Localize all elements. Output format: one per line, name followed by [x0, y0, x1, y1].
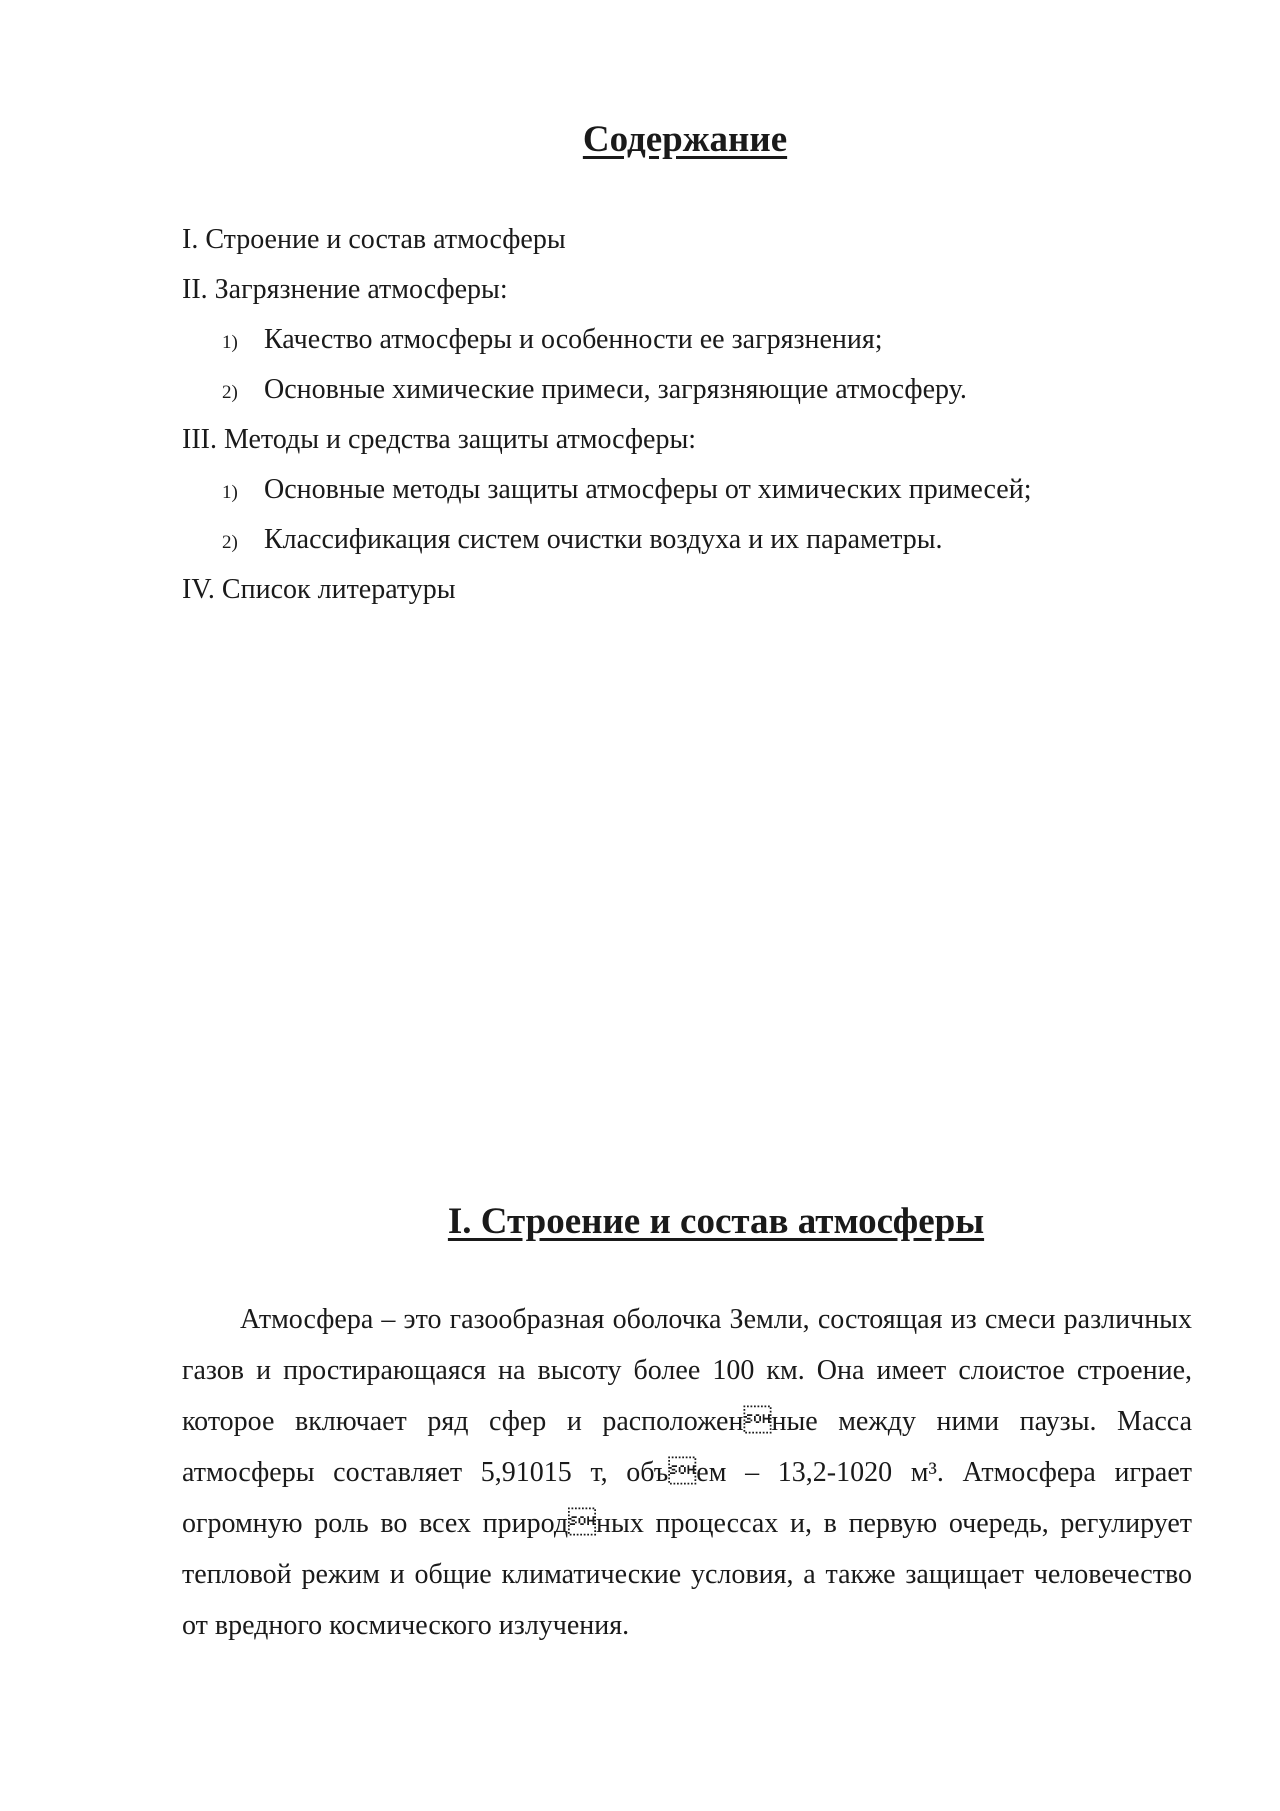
toc-subitem-text: Основные химические примеси, загрязняющие атмосферу. [264, 374, 967, 405]
toc-subitem-number: 1) [222, 482, 238, 503]
section-paragraph: Атмосфера – это газообразная оболочка Земли, состоящая из смеси различных газов и простирающаяся на высоту более 100 км. Она имеет слоистое строение, которое включает ряд сфер и расположенные между ними паузы. Масса атмосферы составляет 5,91015 т, объем – 13,2-1020 м³. Атмосфера играет огромную роль во всех природных процессах и, в первую очередь, регулирует тепловой режим и общие климатические условия, а также защищает человечество от вредного космического излучения. [182, 1304, 1192, 1641]
toc-item-text: III. Методы и средства защиты атмосферы: [182, 424, 697, 455]
toc-subitem-text: Качество атмосферы и особенности ее загрязнения; [264, 324, 883, 355]
toc-subitem [182, 322, 1182, 372]
toc-item-text: IV. Список литературы [182, 574, 456, 605]
table-of-contents [182, 222, 1182, 622]
toc-item [182, 572, 1182, 622]
toc-subitem [182, 372, 1182, 422]
toc-subitem-text: Классификация систем очистки воздуха и их параметры. [264, 524, 943, 555]
toc-subitem-number: 2) [222, 382, 238, 403]
toc-item-text: I. Строение и состав атмосферы [182, 224, 566, 255]
toc-title: Содержание [582, 119, 788, 160]
section-title: I. Строение и состав атмосферы [447, 1201, 985, 1242]
toc-item [182, 272, 1182, 322]
toc-item [182, 222, 1182, 272]
toc-subitem-text: Основные методы защиты атмосферы от химических примесей; [264, 474, 1032, 505]
toc-item [182, 422, 1182, 472]
toc-subitem [182, 522, 1182, 572]
toc-subitem-number: 1) [222, 332, 238, 353]
toc-subitem [182, 472, 1182, 522]
toc-item-text: II. Загрязнение атмосферы: [182, 274, 508, 305]
toc-subitem-number: 2) [222, 532, 238, 553]
